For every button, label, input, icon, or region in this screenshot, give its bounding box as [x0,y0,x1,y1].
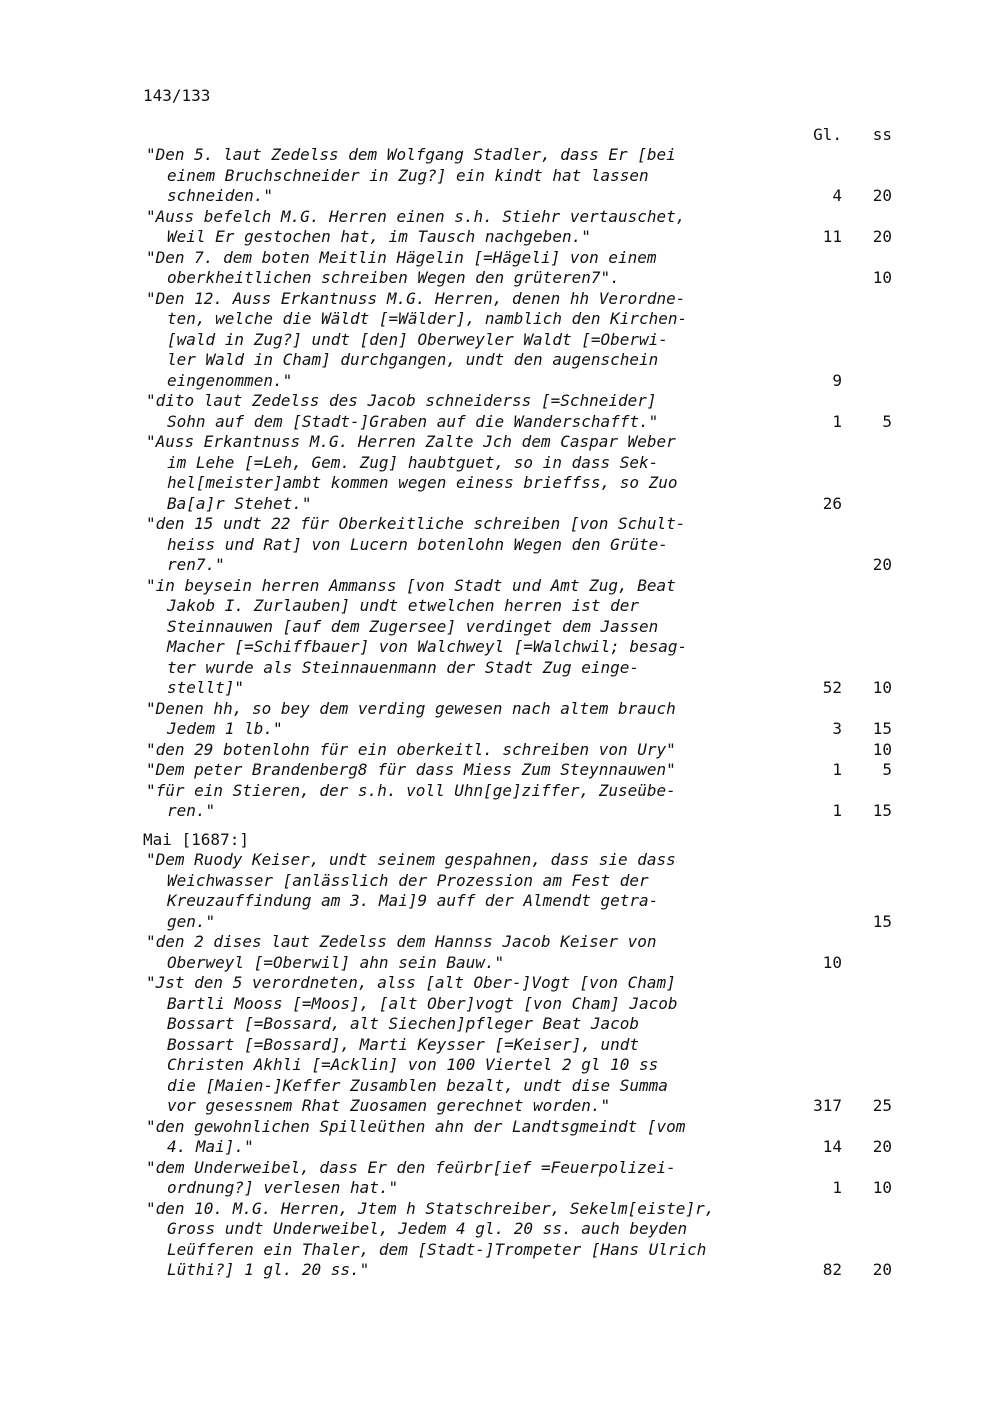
entry-text-line: [wald in Zug?] undt [den] Oberweyler Waldt [=Oberwi- [167,329,668,349]
entry-text-line: ren7." [167,555,225,574]
entry-text-line: die [Maien-]Keffer Zusamblen bezalt, undt dise Summa [167,1075,668,1095]
entry-text-line: Ba[a]r Stehet." [167,493,312,513]
account-entry [146,760,906,781]
entry-text-line: Oberweyl [=Oberwil] ahn sein Bauw." [167,952,505,972]
amount-gulden: 4 [832,186,842,205]
amount-gulden: 317 [813,1096,842,1115]
amount-schilling: 20 [872,227,892,246]
entry-text-line: Gross undt Underweibel, Jedem 4 gl. 20 ss. auch beyden [167,1219,688,1238]
entry-text-line: ter wurde als Steinnauenmann der Stadt Zug einge- [167,657,640,677]
account-entry [146,576,906,699]
entry-text-line: Lüthi?] 1 gl. 20 ss." [167,1260,370,1279]
entry-text-line: "den 2 dises laut Zedelss dem Hannss Jacob Keiser von [146,932,657,951]
section-heading-may: Mai [1687:] [143,829,249,849]
entry-text-line: "den gewohnlichen Spilleüthen ahn der Landtsgmeindt [vom [146,1116,686,1136]
account-entry [146,699,906,740]
amount-gulden: 14 [822,1137,842,1156]
amount-gulden: 1 [832,411,842,431]
amount-gulden: 1 [832,760,842,779]
amount-gulden: 1 [832,1178,842,1197]
account-entries [143,145,906,1281]
amount-gulden: 3 [832,719,842,738]
entry-text-line: Jedem 1 lb." [167,719,283,738]
account-entry [146,248,906,289]
account-entry [146,973,906,1117]
entry-text-line: stellt]" [167,678,245,697]
entry-text-line: "den 10. M.G. Herren, Jtem h Statschreiber, Sekelm[eiste]r, [146,1198,715,1218]
account-entry [146,781,906,822]
amount-schilling: 20 [872,1137,892,1156]
entry-text-line: "Dem Ruody Keiser, undt seinem gespahnen, dass sie dass [146,850,676,869]
entry-text-line: "Den 5. laut Zedelss dem Wolfgang Stadler, dass Er [bei [146,145,676,164]
entry-text-line: gen." [167,911,216,931]
amount-gulden: 10 [822,952,842,972]
entry-text-line: "Auss Erkantnuss M.G. Herren Zalte Jch dem Caspar Weber [146,432,676,451]
amount-gulden: 52 [822,678,842,697]
entry-text-line: ten, welche die Wäldt [=Wälder], namblich den Kirchen- [167,309,688,328]
amount-schilling: 5 [882,411,892,431]
column-header-gulden: Gl. [813,125,842,144]
entry-text-line: "Dem peter Brandenberg8 für dass Miess Zum Steynnauwen" [146,760,676,779]
entry-text-line: Christen Akhli [=Acklin] von 100 Viertel 2 gl 10 ss [167,1055,659,1074]
entry-text-line: schneiden." [167,186,273,205]
entry-text-line: "den 29 botenlohn für ein oberkeitl. schreiben von Ury" [146,739,676,759]
entry-text-line: Weichwasser [anlässlich der Prozession am Fest der [167,870,649,890]
entry-text-line: Bossart [=Bossard, alt Siechen]pfleger Beat Jacob [167,1014,640,1033]
amount-schilling: 15 [872,911,892,931]
amount-gulden: 82 [822,1260,842,1279]
entry-text-line: Sohn auf dem [Stadt-]Graben auf die Wanderschafft." [167,411,659,431]
entry-text-line: "Den 12. Auss Erkantnuss M.G. Herren, denen hh Verordne- [146,288,686,308]
amount-schilling: 10 [872,1178,892,1197]
account-entry [146,391,906,432]
account-entry [146,850,906,932]
amount-schilling: 20 [872,555,892,574]
entry-text-line: Bartli Mooss [=Moos], [alt Ober]vogt [von Cham] Jacob [167,993,678,1013]
amount-schilling: 10 [872,268,892,287]
entry-text-line: Macher [=Schiffbauer] von Walchweyl [=Walchwil; besag- [167,637,688,656]
amount-schilling: 15 [872,801,892,820]
account-entry [146,207,906,248]
entry-group-may [146,850,906,1281]
entry-text-line: Kreuzauffindung am 3. Mai]9 auff der Almendt getra- [167,891,659,910]
entry-text-line: "Jst den 5 verordneten, alss [alt Ober-]Vogt [von Cham] [146,973,676,992]
amount-gulden: 1 [832,801,842,820]
entry-text-line: heiss und Rat] von Lucern botenlohn Wegen den Grüte- [167,534,668,554]
page-number: 143/133 [143,86,211,105]
account-entry [146,1199,906,1281]
entry-text-line: Bossart [=Bossard], Marti Keysser [=Keiser], undt [167,1034,640,1054]
entry-text-line: "dem Underweibel, dass Er den feürbr[ief =Feuerpolizei- [146,1157,676,1177]
amount-schilling: 15 [872,719,892,738]
amount-schilling: 20 [872,1260,892,1279]
amount-gulden: 11 [822,227,842,246]
entry-text-line: "den 15 undt 22 für Oberkeitliche schreiben [von Schult- [146,514,686,533]
amount-schilling: 25 [872,1096,892,1115]
amount-schilling: 10 [872,739,892,759]
entry-text-line: vor gesessnem Rhat Zuosamen gerechnet worden." [167,1096,611,1115]
entry-text-line: Jakob I. Zurlauben] undt etwelchen herren ist der [167,596,640,615]
amount-schilling: 20 [872,186,892,205]
entry-text-line: Steinnauwen [auf dem Zugersee] verdinget dem Jassen [167,616,659,636]
entry-text-line: "Auss befelch M.G. Herren einen s.h. Stiehr vertauschet, [146,206,686,226]
amount-gulden: 9 [832,370,842,390]
entry-text-line: "dito laut Zedelss des Jacob schneiderss [=Schneider] [146,391,657,410]
entry-text-line: 4. Mai]." [167,1137,254,1156]
entry-text-line: Leüfferen ein Thaler, dem [Stadt-]Trompeter [Hans Ulrich [167,1239,707,1259]
entry-text-line: "Den 7. dem boten Meitlin Hägelin [=Hägeli] von einem [146,247,657,267]
amount-schilling: 5 [882,760,892,779]
amount-gulden: 26 [822,493,842,513]
account-entry [146,1117,906,1158]
account-entry [146,514,906,576]
account-entry [146,932,906,973]
entry-text-line: "für ein Stieren, der s.h. voll Uhn[ge]ziffer, Zuseübe- [146,780,676,800]
entry-text-line: einem Bruchschneider in Zug?] ein kindt hat lassen [167,165,649,185]
entry-group-april [146,145,906,822]
entry-text-line: ren." [167,801,216,820]
amount-schilling: 10 [872,678,892,697]
account-entry [146,740,906,761]
account-entry [146,432,906,514]
entry-text-line: im Lehe [=Leh, Gem. Zug] haubtguet, so in dass Sek- [167,452,659,472]
entry-text-line: "Denen hh, so bey dem verding gewesen nach altem brauch [146,698,676,718]
account-entry [146,145,906,207]
entry-text-line: ordnung?] verlesen hat." [167,1178,399,1197]
account-entry [146,1158,906,1199]
account-entry [146,289,906,392]
column-header-schilling: ss [872,125,892,144]
entry-text-line: hel[meister]ambt kommen wegen einess brieffss, so Zuo [167,473,678,492]
entry-text-line: "in beysein herren Ammanss [von Stadt und Amt Zug, Beat [146,575,676,595]
entry-text-line: oberkheitlichen schreiben Wegen den grüteren7". [167,268,620,287]
entry-text-line: Weil Er gestochen hat, im Tausch nachgeben." [167,227,591,246]
entry-text-line: eingenommen." [167,370,293,390]
entry-text-line: ler Wald in Cham] durchgangen, undt den augenschein [167,350,659,369]
